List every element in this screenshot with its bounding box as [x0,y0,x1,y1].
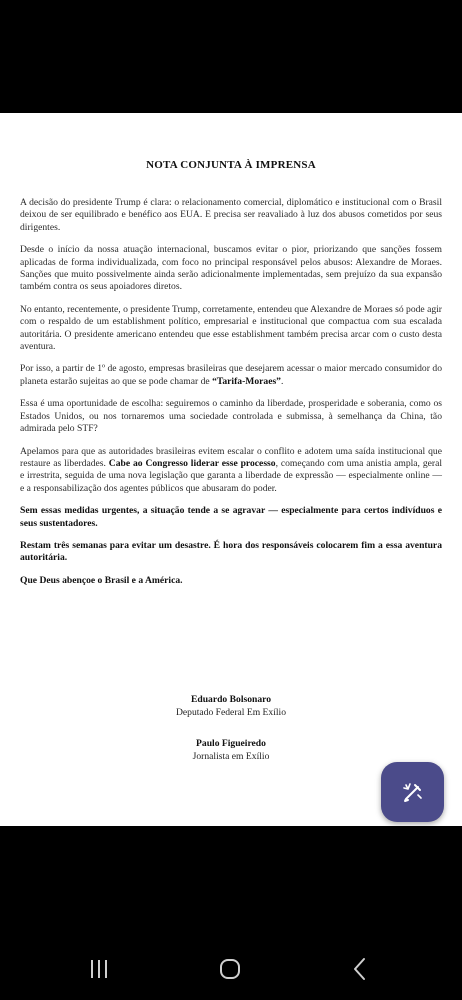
recent-apps-button[interactable] [84,954,114,984]
signature-2 [0,737,462,763]
paragraph-7: Sem essas medidas urgentes, a situação tende a se agravar — especialmente para certos indivíduos e seus sustentadores. [20,505,442,529]
paragraph-6: Apelamos para que as autoridades brasileiras evitem escalar o conflito e adotem uma saída institucional que restaure as liberdades. Cabe ao Congresso liderar esse processo, começando com uma anistia ampla, geral e irrestrita, seguida de uma nova legislação que garanta a liberdade de expressão — especialmente online — e a responsabilização dos agentes públicos que abusaram do poder. [20,445,443,494]
system-nav-bar [0,940,462,1000]
paragraph-4: Por isso, a partir de 1º de agosto, empresas brasileiras que desejarem acessar o maior mercado consumidor do planeta estarão sujeitas ao que se pode chamar de “Tarifa-Moraes”. [20,363,442,387]
home-button[interactable] [215,954,245,984]
tarifa-moraes-text: “Tarifa-Moraes” [212,375,281,387]
paragraph-8: Restam três semanas para evitar um desastre. É hora dos responsáveis colocarem fim a essa aventura autoritária. [20,539,442,564]
recent-apps-icon [84,954,114,984]
congresso-text: Cabe ao Congresso liderar esse processo [108,457,276,469]
document-page [0,113,462,826]
home-icon [215,954,245,984]
back-button[interactable] [345,954,375,984]
signature-name: Eduardo Bolsonaro [190,694,272,705]
paragraph-2: Desde o início da nossa atuação internacional, buscamos evitar o pior, priorizando que sanções fossem aplicadas de forma individualizada, com foco no principal responsável pelos abusos: Alexandre de Moraes. Sanções que muito possivelmente ainda serão adicionalmente implementadas, sem prejuízo da sua expansão também contra os seus apoiadores diretos. [20,244,442,293]
edit-fab-button[interactable] [381,762,444,822]
paragraph-1: A decisão do presidente Trump é clara: o relacionamento comercial, diplomático e institucional com o Brasil deixou de ser equilibrado e benéfico aos EUA. E precisa ser reavaliado à luz dos abusos cometidos por seus dirigentes. [20,197,442,233]
signature-1 [0,693,462,719]
signature-name: Paulo Figueiredo [196,738,266,749]
paragraph-3: No entanto, recentemente, o presidente Trump, corretamente, entendeu que Alexandre de Moraes só pode agir com o respaldo de um establishment político, empresarial e institucional que compactua com sua escalada autoritária. O presidente americano entendeu que esse establishment também precisa arcar com o custo desta aventura. [20,303,442,353]
back-icon [345,954,375,984]
paragraph-9: Que Deus abençoe o Brasil e a América. [20,574,183,586]
paragraph-5: Essa é uma oportunidade de escolha: seguiremos o caminho da liberdade, prosperidade e soberania, como os Estados Unidos, ou nos tornaremos uma sociedade controlada e submissa, à semelhança da China, tão admirada pelo STF? [20,398,442,435]
signature-role: Deputado Federal Em Exílio [175,707,287,718]
document-title: NOTA CONJUNTA À IMPRENSA [146,159,316,171]
edit-sparkle-icon [400,779,426,805]
document-body [20,197,442,597]
signature-role: Jornalista em Exílio [192,751,270,762]
